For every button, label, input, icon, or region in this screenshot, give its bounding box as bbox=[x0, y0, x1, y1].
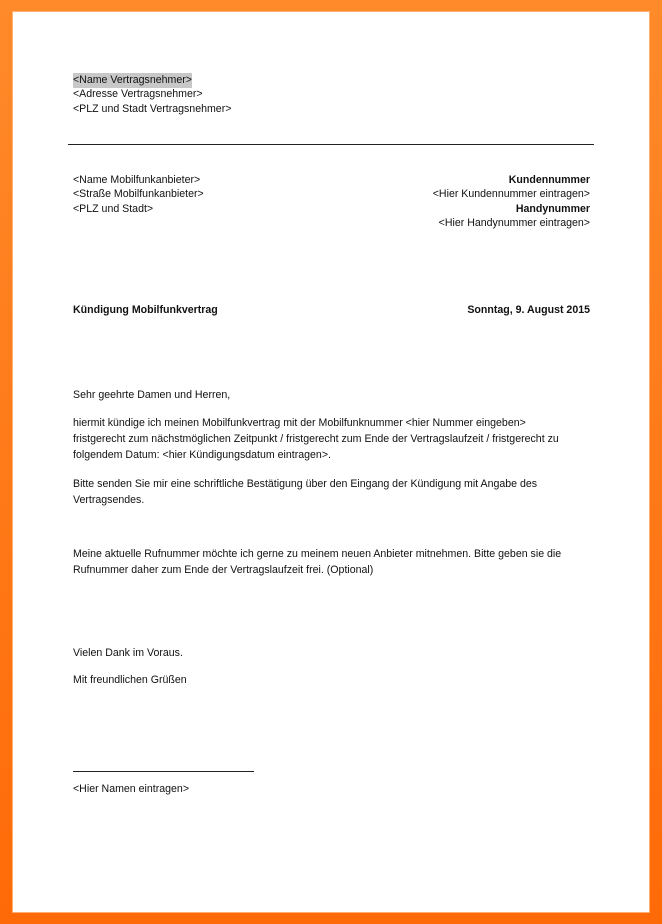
body-paragraph-1-line-2: fristgerecht zum nächstmöglichen Zeitpunkt / fristgerecht zum Ende der Vertragslaufzeit / fristgerecht zu bbox=[73, 433, 559, 445]
signature-line bbox=[73, 771, 254, 772]
closing-line: Mit freundlichen Grüßen bbox=[73, 674, 187, 686]
customer-number-label: Kundennummer bbox=[508, 174, 590, 186]
signature-name: <Hier Namen eintragen> bbox=[73, 783, 190, 795]
header-divider bbox=[68, 144, 594, 145]
body-paragraph-2-line-1: Bitte senden Sie mir eine schriftliche Bestätigung über den Eingang der Kündigung mit Angabe des bbox=[73, 478, 538, 490]
body-paragraph-1-line-3: folgendem Datum: <hier Kündigungsdatum eintragen>. bbox=[73, 449, 331, 461]
customer-number-value: <Hier Kundennummer eintragen> bbox=[432, 188, 590, 200]
phone-value: <Hier Handynummer eintragen> bbox=[438, 217, 590, 229]
recipient-city: <PLZ und Stadt> bbox=[73, 203, 154, 215]
sender-city: <PLZ und Stadt Vertragsnehmer> bbox=[73, 103, 232, 115]
letter-date: Sonntag, 9. August 2015 bbox=[467, 304, 590, 316]
body-paragraph-1-line-1: hiermit kündige ich meinen Mobilfunkvertrag mit der Mobilfunknummer <hier Nummer eingeben> bbox=[73, 417, 526, 429]
sender-name: <Name Vertragsnehmer> bbox=[73, 74, 192, 86]
thanks-line: Vielen Dank im Voraus. bbox=[73, 647, 183, 659]
phone-label: Handynummer bbox=[515, 203, 590, 215]
body-paragraph-2-line-2: Vertragsendes. bbox=[73, 494, 145, 506]
letter-page bbox=[12, 11, 650, 913]
subject-line: Kündigung Mobilfunkvertrag bbox=[73, 304, 218, 316]
recipient-street: <Straße Mobilfunkanbieter> bbox=[73, 188, 204, 200]
salutation: Sehr geehrte Damen und Herren, bbox=[73, 389, 231, 401]
recipient-name: <Name Mobilfunkanbieter> bbox=[73, 174, 201, 186]
body-paragraph-3-line-2: Rufnummer daher zum Ende der Vertragslaufzeit frei. (Optional) bbox=[73, 564, 374, 576]
sender-address: <Adresse Vertragsnehmer> bbox=[73, 88, 203, 100]
body-paragraph-3-line-1: Meine aktuelle Rufnummer möchte ich gerne zu meinem neuen Anbieter mitnehmen. Bitte geben sie die bbox=[73, 548, 562, 560]
